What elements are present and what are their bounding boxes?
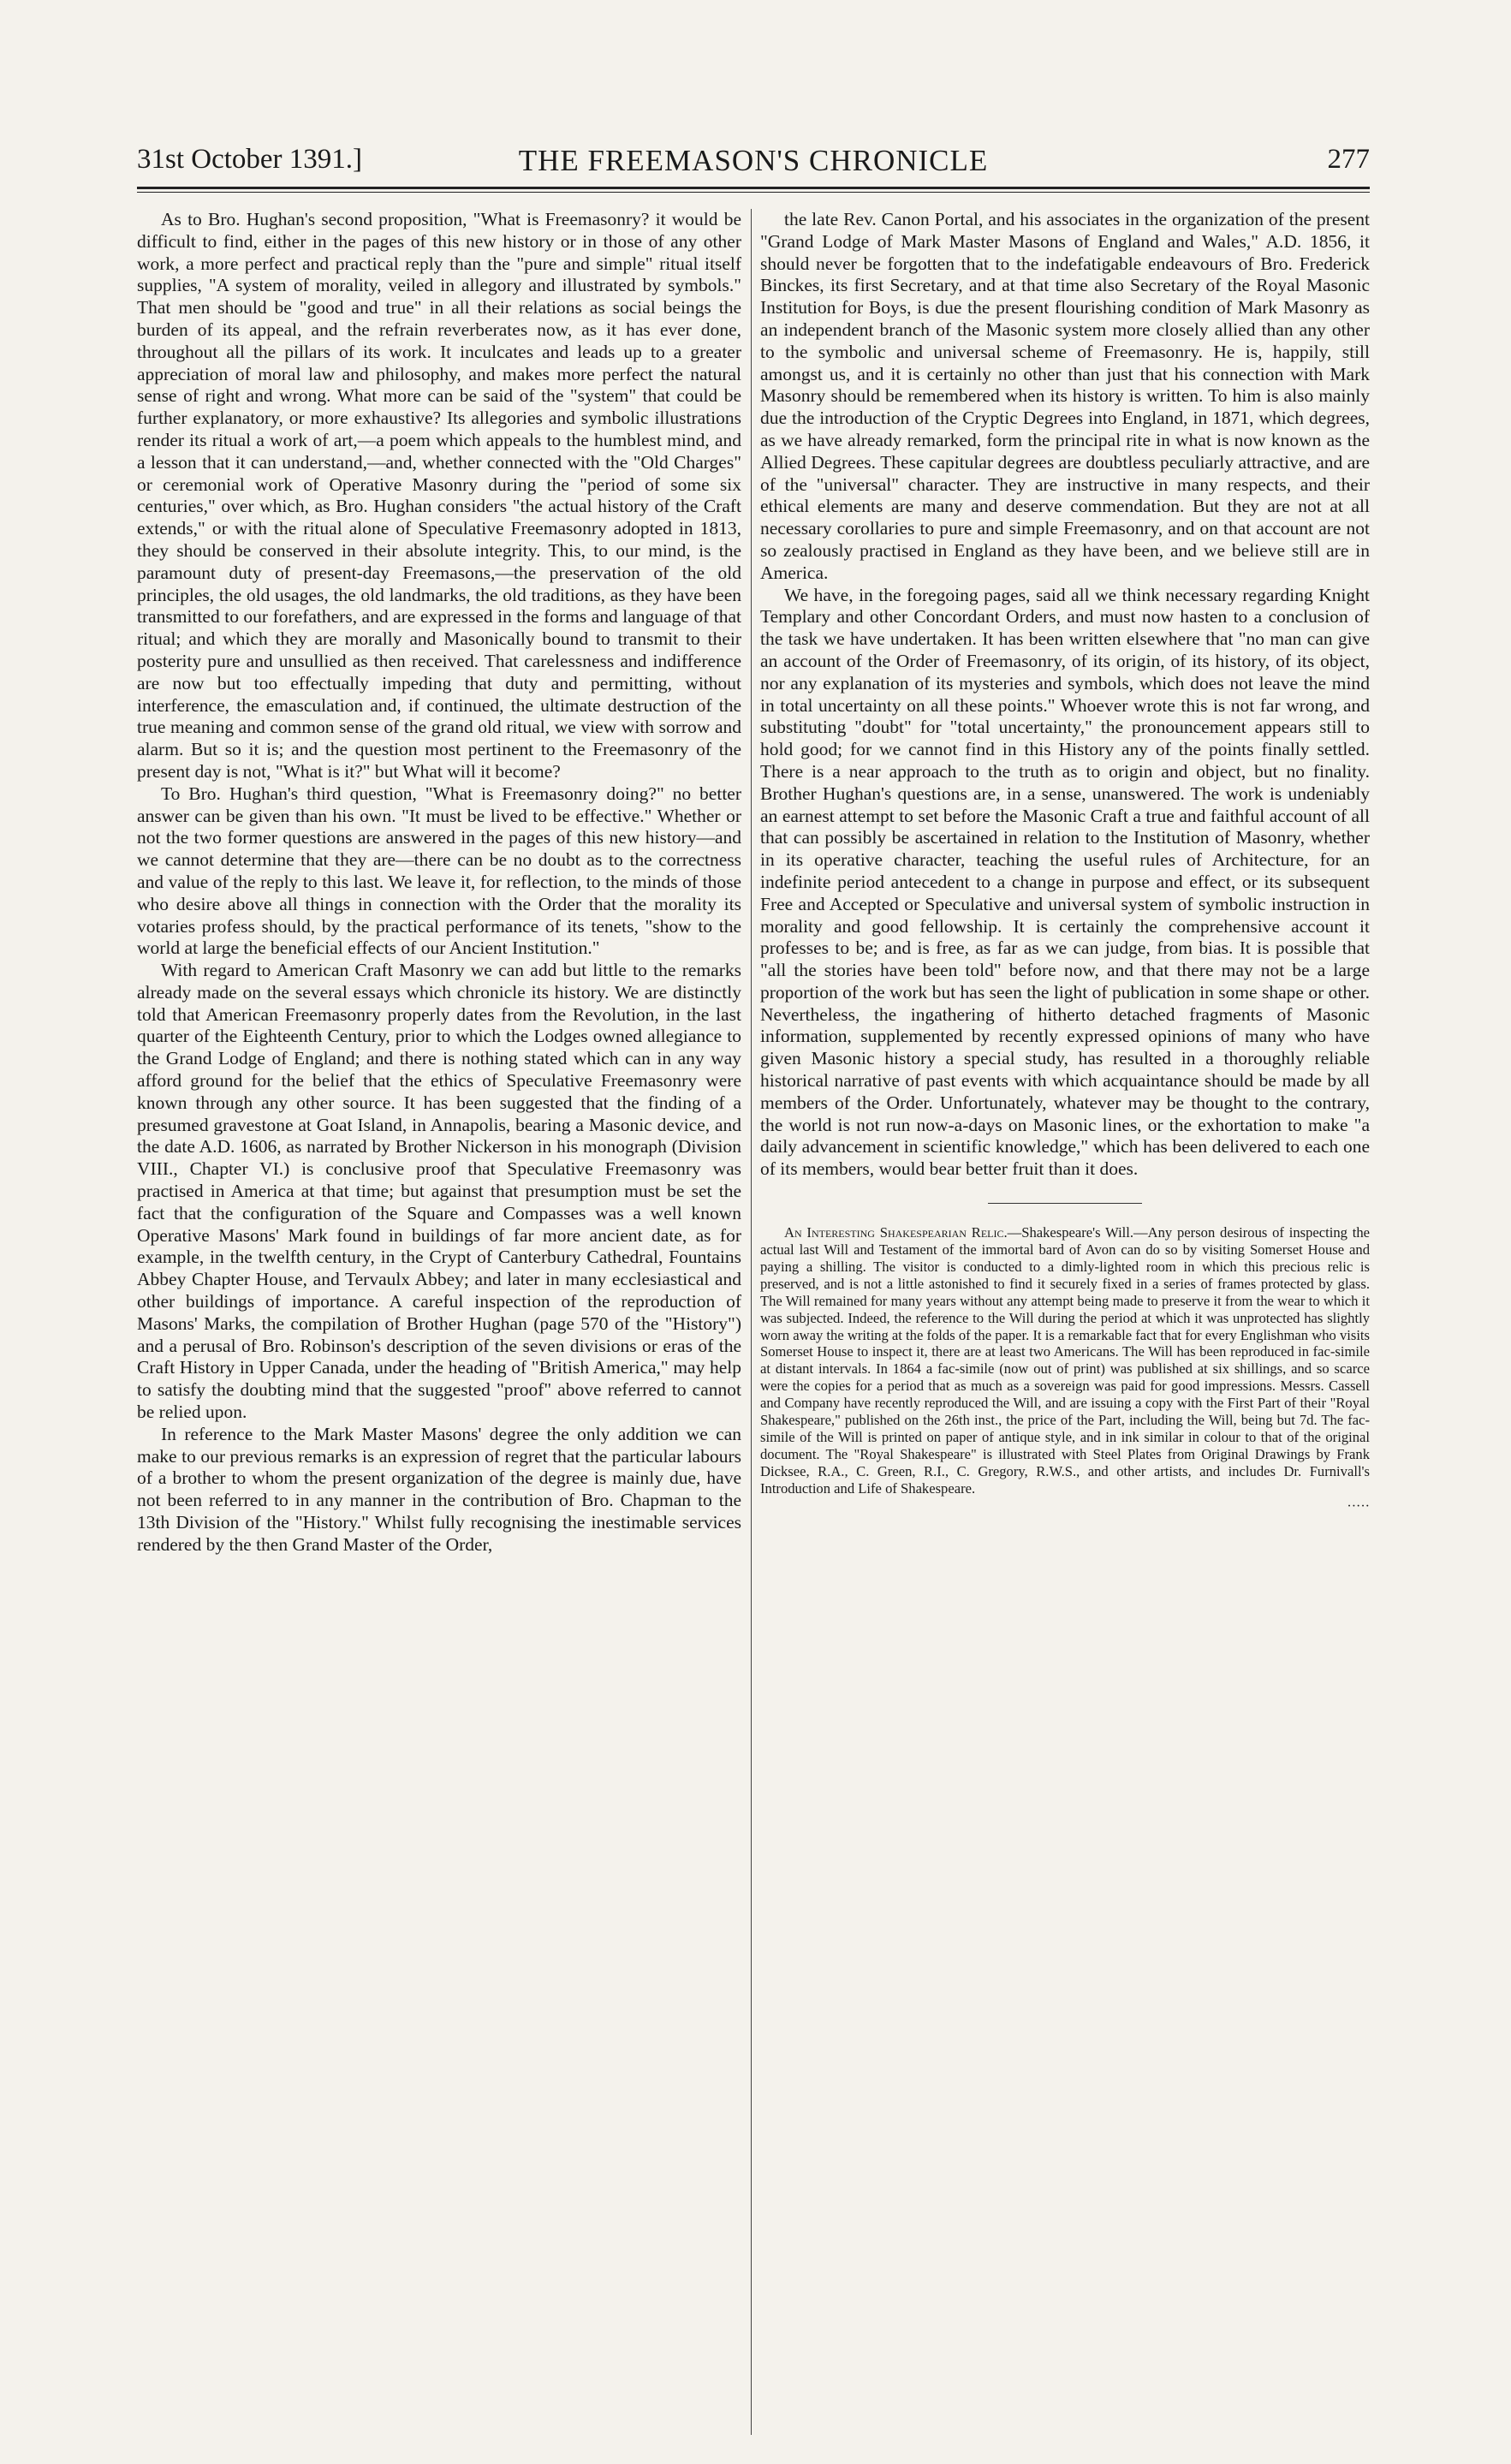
paragraph: the late Rev. Canon Portal, and his associates in the organization of the present "Grand Lodge of Mark Master Masons of England and Wales," A.D. 1856, it should never be forgotten that to the indefatigable endeavours of Bro. Frederick Binckes, its first Secretary, and at that time also Secretary of the Royal Masonic Institution for Boys, is due the present flourishing condition of Mark Masonry as an independent branch of the Masonic system more closely allied than any other to the symbolic and universal scheme of Freemasonry. He is, happily, still amongst us, and it is certainly no other than just that his connection with Mark Masonry should be remembered when its history is written. To him is also mainly due the introduction of the Cryptic Degrees into England, in 1871, which degrees, as we have already remarked, form the principal rite in what is now known as the Allied Degrees. These capitular degrees are doubtless peculiarly attractive, and are of the "universal" character. They are instructive in many respects, and their ethical elements are many and deserve commendation. But they are not at all necessary corollaries to pure and simple Freemasonry, and on that account are not so zealously practised in England as they have been, and we believe still are in America. bbox=[760, 209, 1370, 583]
running-header bbox=[137, 144, 1370, 178]
printer-mark: ····· bbox=[1347, 1498, 1370, 1514]
notice-shakespeare-will bbox=[760, 1224, 1370, 1497]
paragraph: As to Bro. Hughan's second proposition, "What is Freemasonry? it would be difficult to find, either in the pages of this new history or in those of any other work, a more perfect and practical reply than the "pure and simple" ritual itself supplies, "A system of morality, veiled in allegory and illustrated by symbols." That men should be "good and true" in all their relations as social beings the burden of its appeal, and the refrain reverberates now, as it has ever done, throughout all the pillars of its work. It inculcates and leads up to a greater appreciation of moral law and philosophy, and makes more perfect the natural sense of right and wrong. What more can be said of the "system" that could be further explanatory, or more exhaustive? Its allegories and symbolic illustrations render its ritual a work of art,—a poem which appeals to the humblest mind, and a lesson that it can understand,—and, whether connected with the "Old Charges" or ceremonial work of Operative Masonry during the "period of some six centuries," over which, as Bro. Hughan considers "the actual history of the Craft extends," or with the ritual alone of Speculative Freemasonry adopted in 1813, they should be conserved in their absolute integrity. This, to our mind, is the paramount duty of present-day Freemasons,—the preservation of the old principles, the old usages, the old landmarks, the old traditions, as they have been transmitted to our forefathers, and are expressed in the forms and language of that ritual; and which they are morally and Masonically bound to transmit to their posterity pure and unsullied as then received. That carelessness and indifference are now but too effectually impeding that duty and permitting, without interference, the emasculation and, if continued, the ultimate destruction of the true meaning and common sense of the grand old ritual, we view with sorrow and alarm. But so it is; and the question most pertinent to the Freemasonry of the present day is not, "What is it?" but What will it become? bbox=[137, 209, 741, 782]
left-column bbox=[137, 209, 741, 1556]
paragraph: In reference to the Mark Master Masons' degree the only addition we can make to our previous remarks is an expression of regret that the particular labours of a brother to whom the present organization of the degree is mainly due, have not been referred to in any manner in the contribution of Bro. Chapman to the 13th Division of the "History." Whilst fully recognising the inestimable services rendered by the then Grand Master of the Order, bbox=[137, 1423, 741, 1555]
notice-paragraph bbox=[760, 1224, 1370, 1497]
issue-date: 31st October 1391.] bbox=[137, 144, 363, 175]
paragraph: With regard to American Craft Masonry we can add but little to the remarks already made on the several essays which chronicle its history. We are distinctly told that American Freemasonry properly dates from the Revolution, in the last quarter of the Eighteenth Century, prior to which the Lodges owned allegiance to the Grand Lodge of England; and there is nothing stated which can in any way afford ground for the belief that the ethics of Speculative Freemasonry were known through any other source. It has been suggested that the finding of a presumed gravestone at Goat Island, in Annapolis, bearing a Masonic device, and the date A.D. 1606, as narrated by Brother Nickerson in his monograph (Division VIII., Chapter VI.) is conclusive proof that Speculative Freemasonry was practised in America at that time; but against that presumption must be set the fact that the configuration of the Square and Compasses was a well known Operative Masons' Mark found in buildings of far more ancient date, as for example, in the twelfth century, in the Crypt of Canterbury Cathedral, Fountains Abbey Chapter House, and Tervaulx Abbey; and later in many ecclesiastical and other buildings of importance. A careful inspection of the reproduction of Masons' Marks, the compilation of Brother Hughan (page 570 of the "History") and a perusal of Bro. Robinson's description of the seven divisions or eras of the Craft History in Upper Canada, under the heading of "British America," may help to satisfy the doubting mind that the suggested "proof" above referred to cannot be relied upon. bbox=[137, 960, 741, 1423]
publication-title: THE FREEMASON'S CHRONICLE bbox=[518, 144, 989, 177]
column-divider bbox=[751, 209, 752, 2435]
header-rule-thin bbox=[137, 192, 1370, 193]
notice-body: —Shakespeare's Will.—Any person desirous of inspecting the actual last Will and Testament of the immortal bard of Avon can do so by visiting Somerset House and paying a shilling. The visitor is conducted to a dimly-lighted room in which this precious relic is preserved, and is not a little astonished to find it securely fixed in a series of frames protected by glass. The Will remained for many years without any attempt being made to preserve it from the wear to which it was subjected. Indeed, the reference to the Will during the period at which it was unprotected has slightly worn away the writing at the folds of the paper. It is a remarkable fact that for every Englishman who visits Somerset House to inspect it, there are at least two Americans. The Will has been reproduced in fac-simile at distant intervals. In 1864 a fac-simile (now out of print) was published at six shillings, and so scarce were the copies for a period that as much as a sovereign was paid for good impressions. Messrs. Cassell and Company have recently reproduced the Will, and are issuing a copy with the First Part of their "Royal Shakespeare," published on the 26th inst., the price of the Part, including the Will, being but 7d. The fac-simile of the Will is printed on paper of antique style, and in ink similar in colour to that of the original document. The "Royal Shakespeare" is illustrated with Steel Plates from Original Drawings by Frank Dicksee, R.A., C. Green, R.I., C. Gregory, R.W.S., and other artists, and includes Dr. Furnivall's Introduction and Life of Shakespeare. bbox=[760, 1224, 1370, 1497]
page-number: 277 bbox=[1327, 144, 1370, 175]
paragraph: To Bro. Hughan's third question, "What is Freemasonry doing?" no better answer can be given than his own. "It must be lived to be effective." Whether or not the two former questions are answered in the pages of this new history—and we cannot determine that they are—there can be no doubt as to the correctness and value of the reply to this last. We leave it, for reflection, to the minds of those who desire above all things in connection with the Order that the morality its votaries profess should, by the practical performance of its tenets, "show to the world at large the beneficial effects of our Ancient Institution." bbox=[137, 783, 741, 959]
header-rule-thick bbox=[137, 187, 1370, 189]
section-separator bbox=[988, 1203, 1142, 1204]
notice-heading: An Interesting Shakespearian Relic. bbox=[784, 1224, 1008, 1241]
paragraph: We have, in the foregoing pages, said all we think necessary regarding Knight Templary and other Concordant Orders, and must now hasten to a conclusion of the task we have undertaken. It has been written elsewhere that "no man can give an account of the Order of Freemasonry, of its origin, of its history, of its object, nor any explanation of its mysteries and symbols, which does not leave the mind in total uncertainty on all these points." Whoever wrote this is not far wrong, and substituting "doubt" for "total uncertainty," the pronouncement appears still to hold good; for we cannot find in this History any of the points finally settled. There is a near approach to the truth as to origin and object, but no finality. Brother Hughan's questions are, in a sense, unanswered. The work is undeniably an earnest attempt to set before the Masonic Craft a true and faithful account of all that can possibly be ascertained in relation to the Institution of Masonry, whether in its operative character, teaching the useful rules of Architecture, for an indefinite period antecedent to a change in purpose and effect, or its subsequent Free and Accepted or Speculative and universal system of symbolic instruction in morality and good fellowship. It is certainly the comprehensive account it professes to be; and is free, as far as we can judge, from bias. It is possible that "all the stories have been told" before now, and that there may not be a large proportion of the work but has seen the light of publication in some shape or other. Nevertheless, the ingathering of hitherto detached fragments of Masonic information, supplemented by recently expressed opinions of many who have given Masonic history a special study, has resulted in a thoroughly reliable historical narrative of past events with which acquaintance should be made by all members of the Order. Unfortunately, whatever may be thought to the contrary, the world is not run now-a-days on Masonic lines, or the exhortation to make "a daily advancement in scientific knowledge," which has been delivered to each one of its members, would bear better fruit than it does. bbox=[760, 584, 1370, 1180]
right-column bbox=[760, 209, 1370, 1515]
